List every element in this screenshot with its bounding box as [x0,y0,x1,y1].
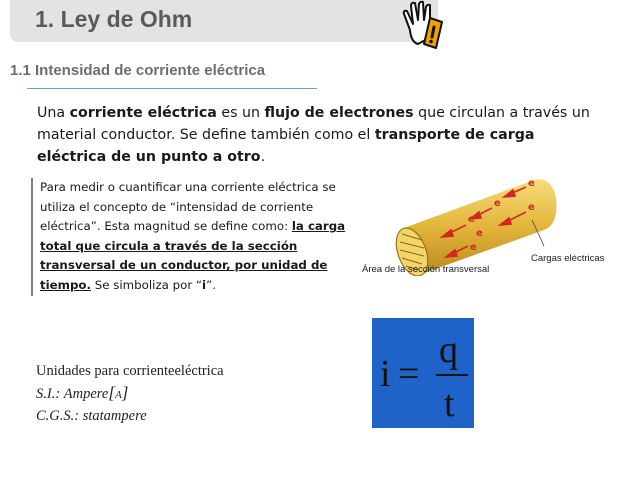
units-heading: Unidades para corrienteeléctrica [36,363,224,379]
units-si: S.I.: Ampere[A] [36,383,129,402]
formula-box [372,318,474,428]
electron-label: e [470,242,477,253]
units-block [36,361,224,427]
divider [27,88,317,89]
electron-label: e [528,178,535,189]
definition-bold: la carga total que circula a través de la sección transversal de un conductor, por unidad de tiempo. [40,219,346,292]
electron-label: e [468,214,475,225]
electron-label: e [476,228,483,239]
label-charges: Cargas eléctricas [531,253,605,264]
label-cross-section: Área de la sección transversal [362,264,490,275]
bold-term-flow: flujo de electrones [264,105,414,121]
formula-denominator: t [444,383,455,425]
bold-term-current: corriente eléctrica [69,105,217,121]
formula-lhs: i [380,353,391,395]
section-subtitle: 1.1 Intensidad de corriente eléctrica [10,62,266,79]
page-title: 1. Ley de Ohm [35,6,193,32]
title-bar [10,0,438,42]
symbol-i: i [202,277,207,292]
formula-numerator: q [439,329,458,371]
electron-label: e [528,202,535,213]
pointing-hand-warning-icon [396,0,448,52]
bold-term-transport: transporte de carga eléctrica de un punto a otro [37,127,535,165]
definition-box: Para medir o cuantificar una corriente eléctrica se utiliza el concepto de “intensidad de corriente eléctrica”. Esta magnitud se define como: la carga total que circula a través de la sección transversal de un conductor, por unidad de tiempo. Se simboliza por “i”. [31,178,349,296]
units-cgs: C.G.S.: statampere [36,408,147,424]
intro-paragraph: Una corriente eléctrica es un flujo de electrones que circulan a través un material conductor. Se define también como el transporte de carga eléctrica de un punto a otro. [37,105,590,165]
electron-label: e [494,198,501,209]
formula-equals: = [398,353,420,395]
